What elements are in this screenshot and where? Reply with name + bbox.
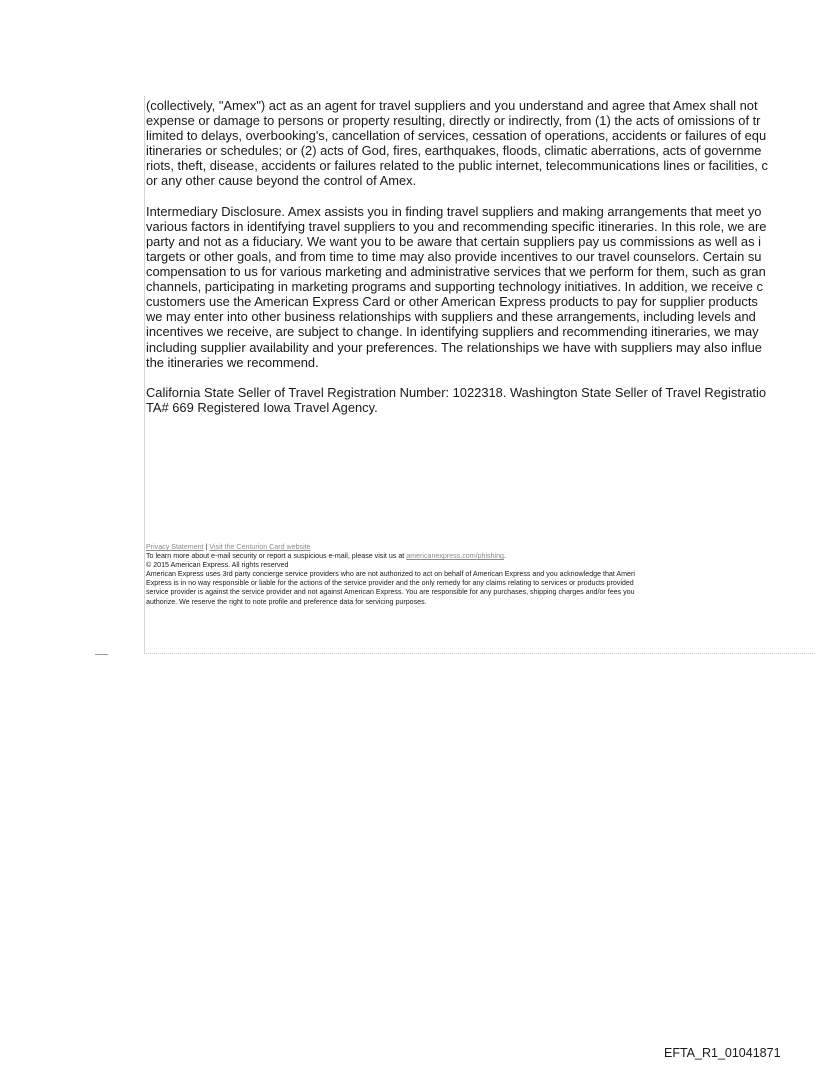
- text-line: limited to delays, overbooking's, cancellation of services, cessation of operations, accidents or failures of equ: [146, 128, 767, 144]
- privacy-statement-link[interactable]: Privacy Statement: [146, 543, 204, 551]
- text-line: or any other cause beyond the control of Amex.: [146, 173, 417, 189]
- text-line: party and not as a fiduciary. We want you to be aware that certain suppliers pay us commissions as well as i: [146, 233, 761, 249]
- phishing-notice: [146, 552, 816, 561]
- document-id: EFTA_R1_01041871: [664, 1046, 781, 1060]
- phishing-period: .: [504, 552, 506, 561]
- text-line: incentives we receive, are subject to change. In identifying suppliers and recommending itineraries, we may: [146, 324, 759, 340]
- intermediary-disclosure-paragraph: [146, 204, 816, 370]
- centurion-card-link[interactable]: Visit the Centurion Card website: [209, 543, 311, 551]
- text-line: we may enter into other business relationships with suppliers and these arrangements, including levels and: [146, 309, 756, 325]
- phishing-link[interactable]: americanexpress.com/phishing: [406, 552, 505, 561]
- text-line: riots, theft, disease, accidents or failures related to the public internet, telecommunications lines or facilities, c: [146, 158, 768, 174]
- text-line: TA# 669 Registered Iowa Travel Agency.: [146, 399, 378, 415]
- text-line: itineraries or schedules; or (2) acts of God, fires, earthquakes, floods, climatic aberrations, acts of governme: [146, 143, 762, 159]
- liability-paragraph: [146, 98, 816, 189]
- text-line: California State Seller of Travel Registration Number: 1022318. Washington State Seller of Travel Registratio: [146, 384, 767, 400]
- email-footer: [146, 543, 816, 607]
- text-line: various factors in identifying travel suppliers to you and recommending specific itineraries. In this role, we are: [146, 218, 767, 234]
- text-line: Intermediary Disclosure. Amex assists you in finding travel suppliers and making arrangements that meet yo: [146, 203, 762, 219]
- phishing-text: To learn more about e-mail security or report a suspicious e-mail, please visit us at: [146, 552, 407, 561]
- copyright: © 2015 American Express. All rights reserved: [146, 561, 289, 570]
- registration-paragraph: [146, 385, 816, 415]
- text-line: expense or damage to persons or property resulting, directly or indirectly, from (1) the acts of omissions of tr: [146, 113, 761, 129]
- disclaimer-line: authorize. We reserve the right to note profile and preference data for servicing purposes.: [146, 597, 427, 606]
- text-line: (collectively, "Amex") act as an agent for travel suppliers and you understand and agree that Amex shall not: [146, 98, 758, 113]
- disclaimer-line: American Express uses 3rd party concierge service providers who are not authorized to act on behalf of American Express and you acknowledge that Ameri: [146, 570, 635, 579]
- email-body: [146, 98, 816, 415]
- text-line: targets or other goals, and from time to time may also provide incentives to our travel counselors. Certain su: [146, 248, 762, 264]
- footer-links: [146, 543, 816, 552]
- text-line: channels, participating in marketing programs and supporting technology initiatives. In addition, we receive c: [146, 279, 763, 295]
- link-separator: |: [203, 543, 210, 551]
- disclaimer-line: Express is in no way responsible or liable for the actions of the service provider and the only remedy for any claims relating to services or products provided: [146, 579, 634, 588]
- text-line: customers use the American Express Card or other American Express products to pay for supplier products: [146, 294, 758, 310]
- disclaimer-line: service provider is against the service provider and not against American Express. You are responsible for any purchases, shipping charges and/or fees you: [146, 588, 635, 597]
- text-line: including supplier availability and your preferences. The relationships we have with suppliers may also influe: [146, 339, 762, 355]
- text-line: compensation to us for various marketing and administrative services that we perform for them, such as gran: [146, 264, 766, 280]
- text-line: the itineraries we recommend.: [146, 354, 319, 370]
- page-marker: [95, 654, 108, 655]
